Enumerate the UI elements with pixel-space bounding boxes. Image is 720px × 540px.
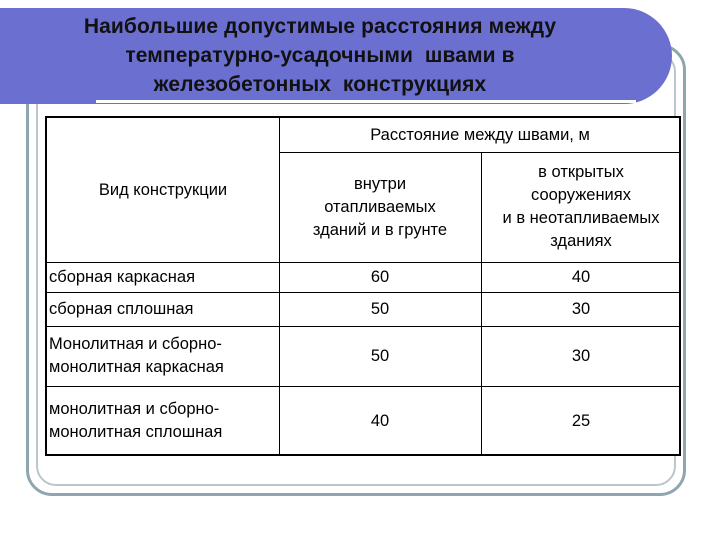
group-header-cell [279,118,681,152]
row-type-label: монолитная и сборно- монолитная сплошная [49,400,223,441]
title-line-1: Наибольшие допустимые расстояния между [83,15,557,38]
table-row-1-heated [279,262,481,292]
distance-table [45,116,681,456]
table-row-2-open [481,292,681,326]
table-row-3-type [47,326,279,386]
table-row-1-type [47,262,279,292]
table-row-3-heated [279,326,481,386]
table-row-4-type [47,386,279,456]
row-header-cell [47,118,279,262]
row-type-label: сборная каркасная [49,267,196,286]
table-row-4-heated [279,386,481,456]
row-heated-value: 50 [370,346,390,365]
title-underline [96,100,636,103]
row-header-label: Вид конструкции [98,180,228,199]
row-type-label: сборная сплошная [49,299,194,318]
row-open-value: 30 [571,346,591,365]
col-open-header [481,152,681,262]
table-row-2-heated [279,292,481,326]
col-open-label: в открытых сооружениях и в неотапливаемых зданиях [502,163,660,250]
row-open-value: 25 [571,411,591,430]
table-row-1-open [481,262,681,292]
row-heated-value: 50 [370,299,390,318]
table-row-2-type [47,292,279,326]
row-heated-value: 40 [370,411,390,430]
slide-title [20,12,620,99]
row-heated-value: 60 [370,267,390,286]
title-line-2: температурно-усадочными швами в [125,44,515,67]
col-heated-label: внутри отапливаемых зданий и в грунте [312,174,448,239]
title-line-3: железобетонных конструкциях [153,73,487,96]
table-row-4-open [481,386,681,456]
table-row-3-open [481,326,681,386]
col-heated-header [279,152,481,262]
row-open-value: 30 [571,299,591,318]
row-open-value: 40 [571,267,591,286]
row-type-label: Монолитная и сборно- монолитная каркасная [49,335,224,376]
group-header-label: Расстояние между швами, м [370,125,590,144]
